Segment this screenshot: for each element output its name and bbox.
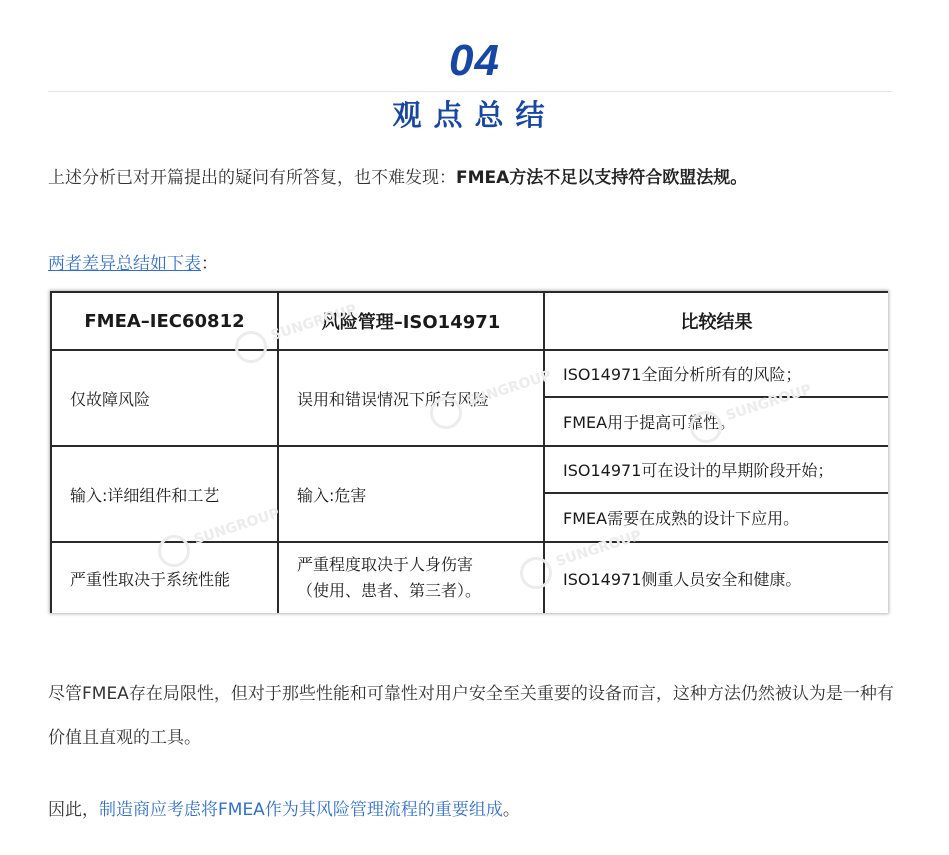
cell-result: ISO14971可在设计的早期阶段开始；	[544, 446, 888, 493]
paragraph-conclusion	[48, 166, 898, 190]
table-row	[51, 350, 888, 397]
colon: ：	[201, 254, 218, 274]
watermark-logo-text: SUNGROUP	[269, 301, 359, 345]
table-summary-link[interactable]: 两者差异总结如下表	[48, 254, 201, 274]
paragraph-limitations: 尽管FMEA存在局限性，但对于那些性能和可靠性对用户安全至关重要的设备而言，这种方法仍然被认为是一种有价值且直观的工具。	[48, 684, 894, 748]
header-fmea: FMEA–IEC60812	[51, 292, 278, 350]
paragraph-table-intro	[48, 252, 898, 276]
cell-risk-line2: （使用、患者、第三者）。	[297, 581, 482, 600]
paragraph-recommendation	[48, 798, 898, 822]
recommendation-suffix: 。	[502, 800, 520, 820]
section-divider	[48, 91, 893, 92]
cell-fmea: 严重性取决于系统性能	[51, 542, 278, 613]
cell-risk: 误用和错误情况下所有风险	[278, 350, 544, 446]
section-title: 观点总结	[392, 98, 557, 132]
header-comparison-result: 比较结果	[544, 292, 888, 350]
table-header-row	[51, 292, 888, 350]
watermark-logo-text: SUNGROUP	[554, 527, 644, 571]
cell-result: FMEA需要在成熟的设计下应用。	[544, 493, 888, 542]
cell-risk	[278, 542, 544, 613]
comparison-table	[50, 291, 888, 613]
watermark-logo-text: SUNGROUP	[724, 381, 814, 425]
recommendation-prefix: 因此，	[48, 800, 99, 820]
cell-result: ISO14971侧重人员安全和健康。	[544, 542, 888, 613]
recommendation-highlight: 制造商应考虑将FMEA作为其风险管理流程的重要组成	[99, 800, 503, 820]
cell-fmea: 仅故障风险	[51, 350, 278, 446]
cell-risk-line1: 严重程度取决于人身伤害	[297, 555, 474, 574]
watermark-logo-text: SUNGROUP	[192, 505, 282, 549]
paragraph-text: 上述分析已对开篇提出的疑问有所答复，也不难发现：	[48, 168, 456, 188]
cell-result: ISO14971全面分析所有的风险；	[544, 350, 888, 397]
header-risk-management: 风险管理–ISO14971	[278, 292, 544, 350]
table-row	[51, 446, 888, 493]
comparison-table-image	[50, 291, 888, 613]
cell-risk: 输入:危害	[278, 446, 544, 542]
watermark-logo-text: SUNGROUP	[464, 367, 554, 411]
bold-conclusion: FMEA方法不足以支持符合欧盟法规。	[456, 168, 748, 188]
section-number: 04	[449, 36, 500, 85]
table-row	[51, 542, 888, 613]
cell-result: FMEA用于提高可靠性。	[544, 397, 888, 446]
cell-fmea: 输入:详细组件和工艺	[51, 446, 278, 542]
